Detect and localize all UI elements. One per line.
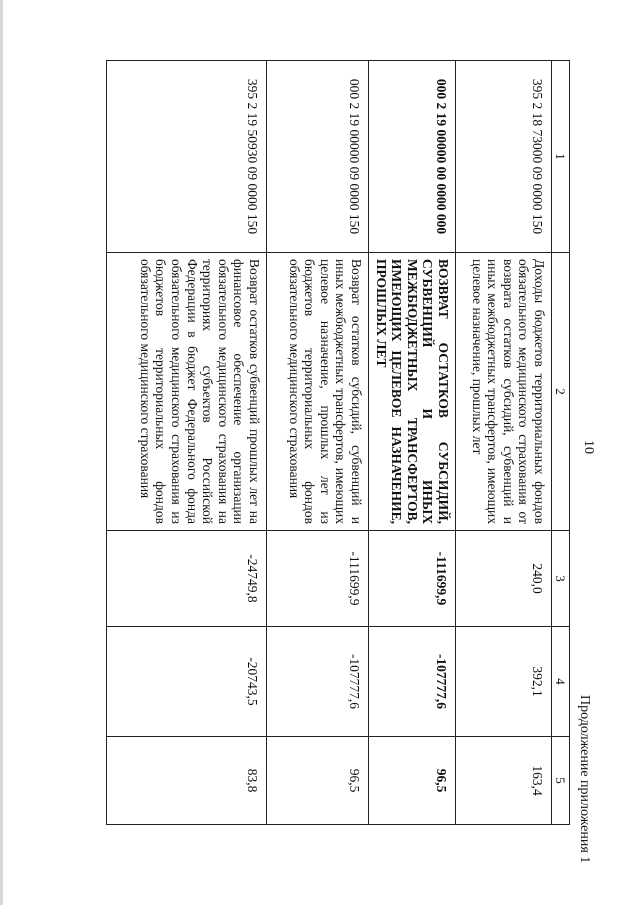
col-header-1: 1 (552, 61, 570, 253)
col-header-4: 4 (552, 627, 570, 737)
row-value-3: -111699,9 (267, 531, 369, 627)
budget-table (106, 60, 570, 825)
page-number: 10 (581, 440, 596, 454)
row-code: 000 2 19 00000 09 0000 150 (267, 61, 369, 253)
row-description: ВОЗВРАТ ОСТАТКОВ СУБСИДИЙ, СУБВЕНЦИЙ И ИНЫХ МЕЖБЮДЖЕТНЫХ ТРАНСФЕРТОВ, ИМЕЮЩИХ ЦЕЛЕВОЕ НАЗНАЧЕНИЕ, ПРОШЛЫХ ЛЕТ (369, 253, 456, 531)
row-code: 395 2 18 73000 09 0000 150 (456, 61, 552, 253)
continuation-label: Продолжение приложения 1 (577, 695, 592, 864)
row-code: 395 2 19 50930 09 0000 150 (107, 61, 267, 253)
row-value-3: 240,0 (456, 531, 552, 627)
row-value-4: 392,1 (456, 627, 552, 737)
row-value-4: -107777,6 (267, 627, 369, 737)
row-value-3: -111699,9 (369, 531, 456, 627)
col-header-5: 5 (552, 737, 570, 825)
row-value-4: -107777,6 (369, 627, 456, 737)
header-row (552, 61, 570, 825)
row-value-3: -24749,8 (107, 531, 267, 627)
row-value-5: 96,5 (267, 737, 369, 825)
row-description: Возврат остатков субвенций прошлых лет на финансовое обеспечение организации обязательного медицинского страхования на территориях субъектов Российской Федерации в бюджет Федерального фонда обязательного медицинского страхования из бюджетов территориальных фондов обязательного медицинского страхования (107, 253, 267, 531)
col-header-3: 3 (552, 531, 570, 627)
row-value-5: 83,8 (107, 737, 267, 825)
table-row (456, 61, 552, 825)
row-description: Доходы бюджетов территориальных фондов обязательного медицинского страхования от возврата остатков субсидий, субвенций и иных межбюджетных трансфертов, имеющих целевое назначение, прошлых лет (456, 253, 552, 531)
table-row (369, 61, 456, 825)
row-code: 000 2 19 00000 00 0000 000 (369, 61, 456, 253)
table-row (107, 61, 267, 825)
table-row (267, 61, 369, 825)
row-value-5: 163,4 (456, 737, 552, 825)
row-description: Возврат остатков субсидий, субвенций и иных межбюджетных трансфертов, имеющих целевое назначение, прошлых лет из бюджетов территориальных фондов обязательного медицинского страхования (267, 253, 369, 531)
row-value-5: 96,5 (369, 737, 456, 825)
row-value-4: -20743,5 (107, 627, 267, 737)
col-header-2: 2 (552, 253, 570, 531)
